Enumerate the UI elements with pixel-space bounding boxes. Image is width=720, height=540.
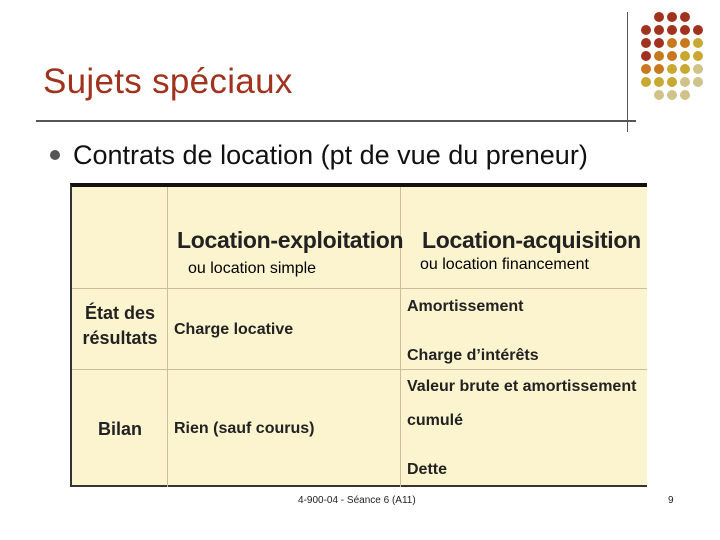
row2-col1: Rien (sauf courus)	[174, 420, 315, 437]
column-divider	[167, 187, 168, 487]
decorative-dot	[654, 38, 664, 48]
decorative-dot	[680, 12, 690, 22]
decorative-dot	[693, 64, 703, 74]
row2-col2-cumulated: cumulé	[407, 412, 464, 429]
col1-subheader: ou location simple	[188, 260, 317, 277]
row-divider	[72, 288, 647, 289]
decorative-dot	[680, 64, 690, 74]
decorative-dot	[680, 38, 690, 48]
decorative-dot	[654, 64, 664, 74]
decorative-dot	[654, 51, 664, 61]
decorative-dot	[654, 77, 664, 87]
bullet-text: Contrats de location (pt de vue du preneur)	[73, 140, 588, 170]
decorative-dot	[667, 90, 677, 100]
decorative-dot	[654, 12, 664, 22]
row1-label-line1: État des	[84, 303, 156, 323]
decorative-dot	[667, 38, 677, 48]
decorative-dot	[641, 25, 651, 35]
lease-comparison-table	[70, 183, 647, 487]
decorative-dot	[667, 77, 677, 87]
decorative-dot	[654, 25, 664, 35]
page-number: 9	[668, 495, 674, 506]
decorative-dot	[693, 25, 703, 35]
bullet-dot-icon	[50, 150, 60, 160]
decorative-dot	[667, 25, 677, 35]
decorative-dot	[693, 77, 703, 87]
row1-col1: Charge locative	[174, 321, 294, 338]
decorative-dot	[641, 51, 651, 61]
row1-label-line2: résultats	[82, 328, 158, 348]
decorative-dot	[641, 64, 651, 74]
decorative-vertical-line	[627, 12, 628, 132]
row-divider	[72, 369, 647, 370]
slide-footer: 4-900-04 - Séance 6 (A11)	[298, 495, 416, 506]
row2-col2-debt: Dette	[407, 461, 448, 478]
title-underline	[36, 120, 636, 122]
row2-label: Bilan	[97, 419, 142, 439]
decorative-dot	[680, 90, 690, 100]
decorative-dot	[693, 38, 703, 48]
col2-header: Location-acquisition	[422, 227, 641, 253]
slide-title: Sujets spéciaux	[43, 62, 293, 101]
col1-header: Location-exploitation	[177, 227, 404, 253]
decorative-dot	[667, 64, 677, 74]
decorative-dot	[667, 12, 677, 22]
row1-col2-interest: Charge d’intérêts	[407, 347, 539, 364]
row2-col2-gross-value: Valeur brute et amortissement	[407, 378, 637, 395]
decorative-dot	[641, 77, 651, 87]
row1-label	[80, 301, 160, 351]
decorative-dot	[680, 51, 690, 61]
decorative-dot	[680, 77, 690, 87]
col2-subheader: ou location financement	[420, 256, 589, 273]
decorative-dot	[667, 51, 677, 61]
decorative-dot	[654, 90, 664, 100]
decorative-dot	[641, 38, 651, 48]
row1-col2-amortization: Amortissement	[407, 298, 524, 315]
decorative-dot	[680, 25, 690, 35]
decorative-dot	[693, 51, 703, 61]
